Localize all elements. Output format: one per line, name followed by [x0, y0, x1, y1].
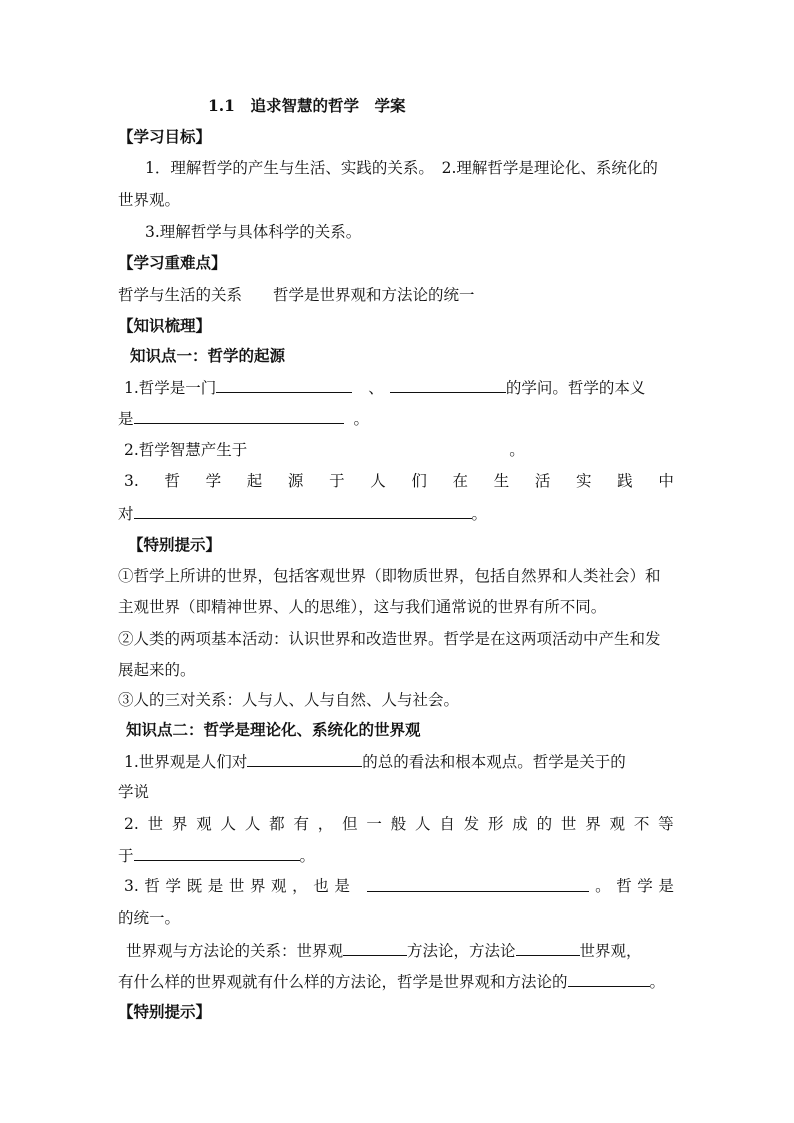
kp2-q2-char: 界 — [171, 815, 188, 833]
kp2-question-2-line-2 — [118, 845, 674, 866]
tip-1-line-5: ③人的三对关系：人与人、人与自然、人与社会。 — [118, 691, 460, 709]
kp2-q3-char: 3. — [124, 877, 139, 895]
kp1-question-2 — [124, 440, 674, 460]
kp2-q2-char: 界 — [585, 815, 601, 833]
kp1-question-3-line-2 — [118, 503, 674, 524]
kp2-q3-char: 学 — [165, 877, 182, 895]
learning-goals-line-1: 1．理解哲学的产生与生活、实践的关系。 2.理解哲学是理论化、系统化的 — [145, 159, 658, 177]
worldview-methodology-line-2 — [118, 971, 674, 992]
kp2-q2-char: 世 — [147, 815, 164, 833]
q3-text-c: 。 — [471, 505, 488, 523]
key-points-line: 哲学与生活的关系 哲学是世界观和方法论的统一 — [118, 286, 475, 304]
kp2-q2-char: 但 — [342, 815, 358, 833]
kp1-question-1-line-1 — [124, 377, 674, 398]
fill-blank[interactable] — [343, 940, 407, 956]
kp2-q3-char: 既 — [186, 877, 203, 895]
kp2-q2-char: 都 — [269, 815, 285, 833]
fill-blank[interactable] — [134, 845, 300, 861]
q3-char: 实 — [576, 472, 592, 490]
special-tip-heading-2: 【特别提示】 — [118, 1002, 212, 1021]
rel-text-d: 有什么样的世界观就有什么样的方法论，哲学是世界观和方法论的 — [118, 973, 568, 991]
kp2-q2-char: 人 — [415, 815, 431, 833]
q3-char: 活 — [534, 472, 551, 490]
kp2-q2-char: 2. — [124, 815, 139, 833]
rel-text-e: 。 — [649, 973, 666, 991]
fill-blank[interactable] — [516, 940, 580, 956]
q3-char: 践 — [617, 472, 633, 490]
tip-1-line-2: 主观世界（即精神世界、人的思维），这与我们通常说的世界有所不同。 — [118, 598, 607, 616]
fill-blank[interactable] — [367, 876, 589, 892]
q3-char: 人 — [370, 472, 386, 490]
kp2-q3-char: 也 — [313, 877, 329, 895]
kp2-q2-char: 一 — [366, 815, 382, 833]
kp2-question-3-line-1 — [124, 876, 674, 896]
knowledge-point-2-title: 知识点二：哲学是理论化、系统化的世界观 — [126, 720, 421, 739]
fill-blank[interactable] — [134, 503, 472, 519]
knowledge-point-1-title: 知识点一：哲学的起源 — [130, 346, 286, 365]
q3-char: 3. — [124, 472, 139, 490]
kp2-question-1-line-1 — [124, 751, 674, 772]
kp2-q2-char: ， — [317, 815, 334, 833]
kp2-q3-char: 是 — [207, 877, 224, 895]
kp2-q2-char: 般 — [390, 815, 407, 833]
kp2-q3-char: 界 — [249, 877, 266, 895]
q1-text-c: 的学问。哲学的本义 — [505, 379, 646, 397]
kp2-q1-text-a: 1.世界观是人们对 — [124, 753, 248, 771]
kp1-question-1-line-2 — [118, 408, 674, 429]
learning-goals-line-3: 3.理解哲学与具体科学的关系。 — [145, 223, 362, 241]
kp2-q2-text-c: 。 — [299, 847, 316, 865]
kp1-question-3-line-1 — [124, 471, 674, 491]
knowledge-review-heading: 【知识梳理】 — [118, 316, 212, 335]
kp2-q2-char: 人 — [220, 815, 237, 833]
q1-text-e: 。 — [353, 410, 370, 428]
kp2-q2-char: 发 — [463, 815, 480, 833]
tip-1-line-1: ①哲学上所讲的世界，包括客观世界（即物质世界，包括自然界和人类社会）和 — [118, 567, 661, 585]
rel-text-b: 方法论，方法论 — [407, 942, 516, 960]
q1-text-b: 、 — [368, 379, 384, 397]
q3-char: 学 — [205, 472, 222, 490]
kp2-q2-char: 的 — [536, 815, 553, 833]
q3-char: 中 — [658, 472, 674, 490]
rel-text-a: 世界观与方法论的关系：世界观 — [126, 942, 344, 960]
kp2-q2-char: 不 — [633, 815, 650, 833]
q3-char: 源 — [287, 472, 304, 490]
q2-text-a: 2.哲学智慧产生于 — [124, 441, 248, 459]
rel-text-c: 世界观， — [579, 942, 642, 960]
kp2-question-2-line-1 — [124, 814, 674, 834]
q3-char: 们 — [411, 472, 427, 490]
kp2-q1-text-b: 的总的看法和根本观点。哲学是关于的 — [362, 753, 626, 771]
kp2-q3-char: 哲 — [144, 877, 160, 895]
fill-blank[interactable] — [568, 971, 650, 987]
q3-text-b: 对 — [118, 505, 134, 523]
tip-1-line-3: ②人类的两项基本活动：认识世界和改造世界。哲学是在这两项活动中产生和发 — [118, 630, 661, 648]
fill-blank[interactable] — [247, 751, 362, 767]
fill-blank[interactable] — [134, 408, 344, 424]
kp2-q3-char: 。 — [595, 877, 611, 895]
kp2-q3-char: 是 — [334, 877, 350, 895]
kp2-q2-text-b: 于 — [118, 847, 134, 865]
kp2-q3-char: 世 — [228, 877, 245, 895]
worldview-methodology-line-1 — [126, 940, 674, 961]
kp2-q3-char: 哲 — [616, 877, 632, 895]
kp2-q3-char: 学 — [637, 877, 653, 895]
kp2-q2-char: 世 — [560, 815, 577, 833]
learning-goals-heading: 【学习目标】 — [118, 127, 212, 146]
kp2-q3-char: ， — [292, 877, 308, 895]
fill-blank[interactable] — [390, 377, 506, 393]
q3-char: 生 — [493, 472, 510, 490]
tip-1-line-4: 展起来的。 — [118, 661, 196, 679]
q3-char: 在 — [452, 472, 469, 490]
kp2-q2-char: 观 — [609, 815, 626, 833]
kp2-q2-char: 形 — [487, 815, 504, 833]
q3-char: 哲 — [164, 472, 180, 490]
kp2-question-3-line-2: 的统一。 — [118, 909, 181, 927]
kp2-q3-char: 观 — [271, 877, 287, 895]
kp2-q2-char: 观 — [196, 815, 212, 833]
kp2-q2-char: 有 — [293, 815, 309, 833]
kp2-q2-char: 人 — [244, 815, 261, 833]
q1-text-d: 是 — [118, 410, 134, 428]
kp2-q2-char: 成 — [512, 815, 528, 833]
q2-text-b: 。 — [509, 441, 525, 459]
q3-char: 起 — [246, 472, 263, 490]
learning-goals-line-2: 世界观。 — [118, 191, 181, 209]
kp2-q3-char: 是 — [658, 877, 674, 895]
q1-text-a: 1.哲学是一门 — [124, 379, 217, 397]
fill-blank[interactable] — [216, 377, 352, 393]
kp2-q2-char: 等 — [658, 815, 674, 833]
key-points-heading: 【学习重难点】 — [118, 253, 227, 272]
special-tip-heading-1: 【特别提示】 — [128, 535, 222, 554]
kp2-q2-char: 自 — [439, 815, 455, 833]
kp2-question-1-line-2: 学说 — [118, 783, 150, 801]
q3-char: 于 — [329, 472, 345, 490]
page-title: 1.1 追求智慧的哲学 学案 — [208, 96, 406, 115]
